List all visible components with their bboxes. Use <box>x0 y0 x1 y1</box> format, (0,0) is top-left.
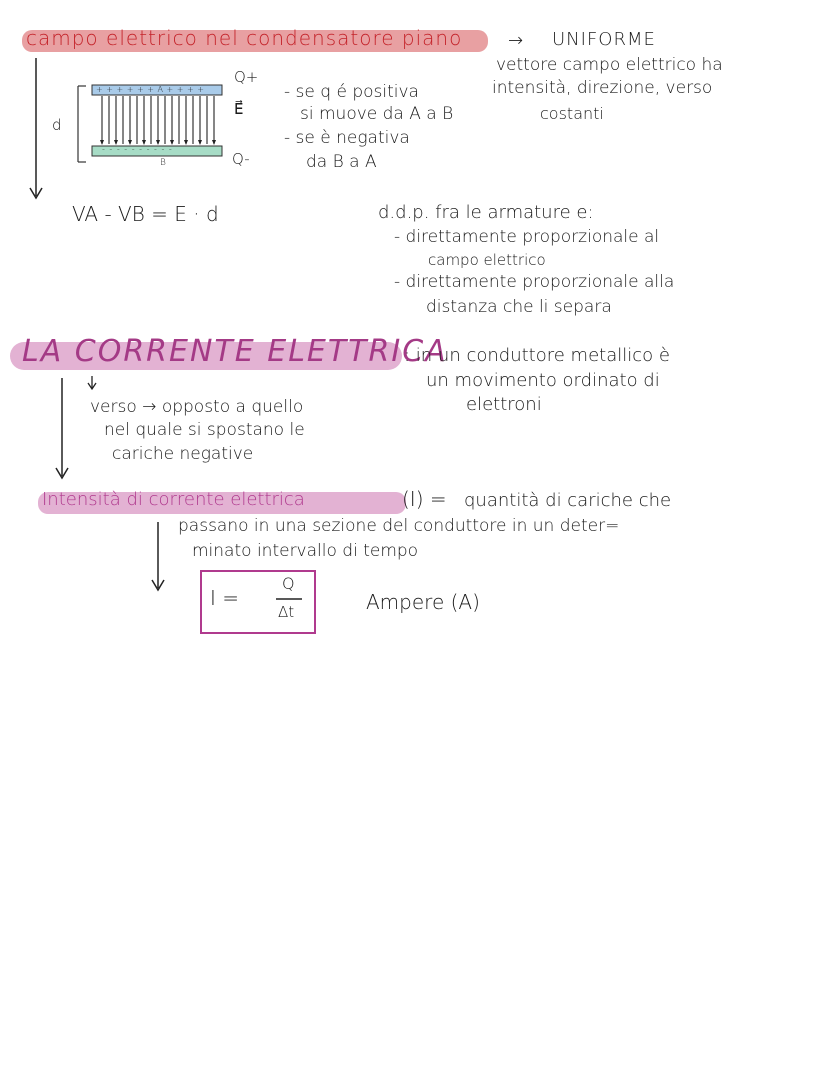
section2-down-arrow <box>54 376 104 486</box>
corrente-def-line-1: : in un conduttore metallico è <box>404 345 670 366</box>
motion-line-2: si muove da A a B <box>300 104 454 124</box>
ddp-line-4: - direttamente proporzionale alla <box>394 272 675 292</box>
distance-label: d <box>52 116 62 134</box>
verso-line-3: cariche negative <box>112 444 254 464</box>
intensita-symbol: (I) = <box>402 487 447 511</box>
formula-numerator: Q <box>282 574 295 593</box>
ddp-line-3: campo elettrico <box>428 251 546 269</box>
field-desc-line-1: vettore campo elettrico ha <box>496 55 723 75</box>
intensita-def-line-1: quantità di cariche che <box>464 490 672 511</box>
intensita-def-line-3: minato intervallo di tempo <box>192 541 419 561</box>
q-plus-label: Q+ <box>234 68 259 86</box>
formula-lhs: I = <box>210 586 240 610</box>
ddp-line-1: d.d.p. fra le armature e: <box>378 202 594 223</box>
verso-line-2: nel quale si spostano le <box>104 420 305 440</box>
corrente-def-line-3: elettroni <box>466 394 542 415</box>
section1-down-arrow <box>28 56 48 206</box>
ddp-line-5: distanza che li separa <box>426 297 612 317</box>
unit-label: Ampere (A) <box>366 590 480 614</box>
intensita-def-line-2: passano in una sezione del conduttore in un deter= <box>178 516 620 536</box>
section3-title: Intensità di corrente elettrica <box>42 489 305 510</box>
ddp-formula: VA - VB = E · d <box>72 202 219 226</box>
formula-denominator: Δt <box>278 603 295 621</box>
uniform-label: UNIFORME <box>552 29 656 50</box>
section2-title: LA CORRENTE ELETTRICA <box>22 334 448 369</box>
plate-b-label: B <box>160 158 166 168</box>
capacitor-diagram <box>72 82 232 172</box>
q-minus-label: Q- <box>232 150 250 168</box>
corrente-def-line-2: un movimento ordinato di <box>426 370 660 391</box>
section1-title: campo elettrico nel condensatore piano <box>26 26 463 50</box>
fraction-bar <box>276 598 306 602</box>
field-desc-line-2: intensità, direzione, verso <box>492 78 713 98</box>
ddp-line-2: - direttamente proporzionale al <box>394 227 660 247</box>
motion-line-3: - se è negativa <box>284 128 410 148</box>
verso-line-1: verso → opposto a quello <box>90 397 304 417</box>
plate-b-signs: - - - - - - - - - - <box>102 145 173 154</box>
plate-a-signs: + + + + + + A + + + + <box>96 85 205 94</box>
e-vector-label: E⃗ <box>234 100 244 118</box>
motion-line-4: da B a A <box>306 152 377 172</box>
field-desc-line-3: costanti <box>540 104 604 123</box>
arrow-symbol: → <box>508 30 524 51</box>
section3-down-arrow <box>150 520 170 600</box>
motion-line-1: - se q é positiva <box>284 82 419 102</box>
